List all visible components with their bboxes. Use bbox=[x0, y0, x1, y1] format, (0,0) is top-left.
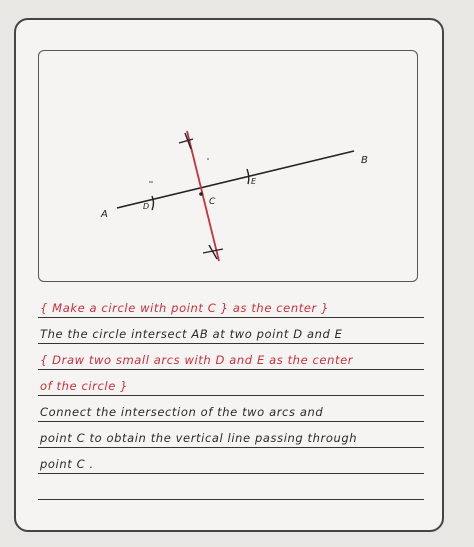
label-e: E bbox=[251, 177, 257, 186]
step-text: The the circle intersect AB at two point D and E bbox=[40, 327, 343, 341]
step-line bbox=[38, 422, 424, 448]
perpendicular-line bbox=[187, 131, 219, 261]
step-text: of the circle } bbox=[40, 379, 129, 393]
step-line bbox=[38, 344, 424, 370]
step-text: point C . bbox=[40, 457, 94, 471]
solution-steps bbox=[38, 292, 424, 500]
step-text: { Make a circle with point C } as the center } bbox=[40, 301, 330, 315]
label-a: A bbox=[101, 209, 108, 220]
construction-figure bbox=[38, 50, 418, 282]
arc-intersection-top bbox=[179, 139, 193, 143]
point-c bbox=[199, 192, 203, 196]
arc-mark-d bbox=[152, 196, 154, 210]
worksheet-page bbox=[14, 18, 444, 532]
step-line bbox=[38, 396, 424, 422]
label-c: C bbox=[209, 197, 216, 207]
step-text: Connect the intersection of the two arcs and bbox=[40, 405, 324, 419]
step-line bbox=[38, 370, 424, 396]
label-d: D bbox=[143, 202, 150, 211]
step-line bbox=[38, 292, 424, 318]
construction-diagram bbox=[39, 51, 419, 283]
step-line bbox=[38, 448, 424, 474]
step-text: point C to obtain the vertical line passing through bbox=[40, 431, 358, 445]
step-text: { Draw two small arcs with D and E as the center bbox=[40, 353, 354, 367]
label-b: B bbox=[361, 155, 368, 166]
step-line bbox=[38, 474, 424, 500]
step-line bbox=[38, 318, 424, 344]
